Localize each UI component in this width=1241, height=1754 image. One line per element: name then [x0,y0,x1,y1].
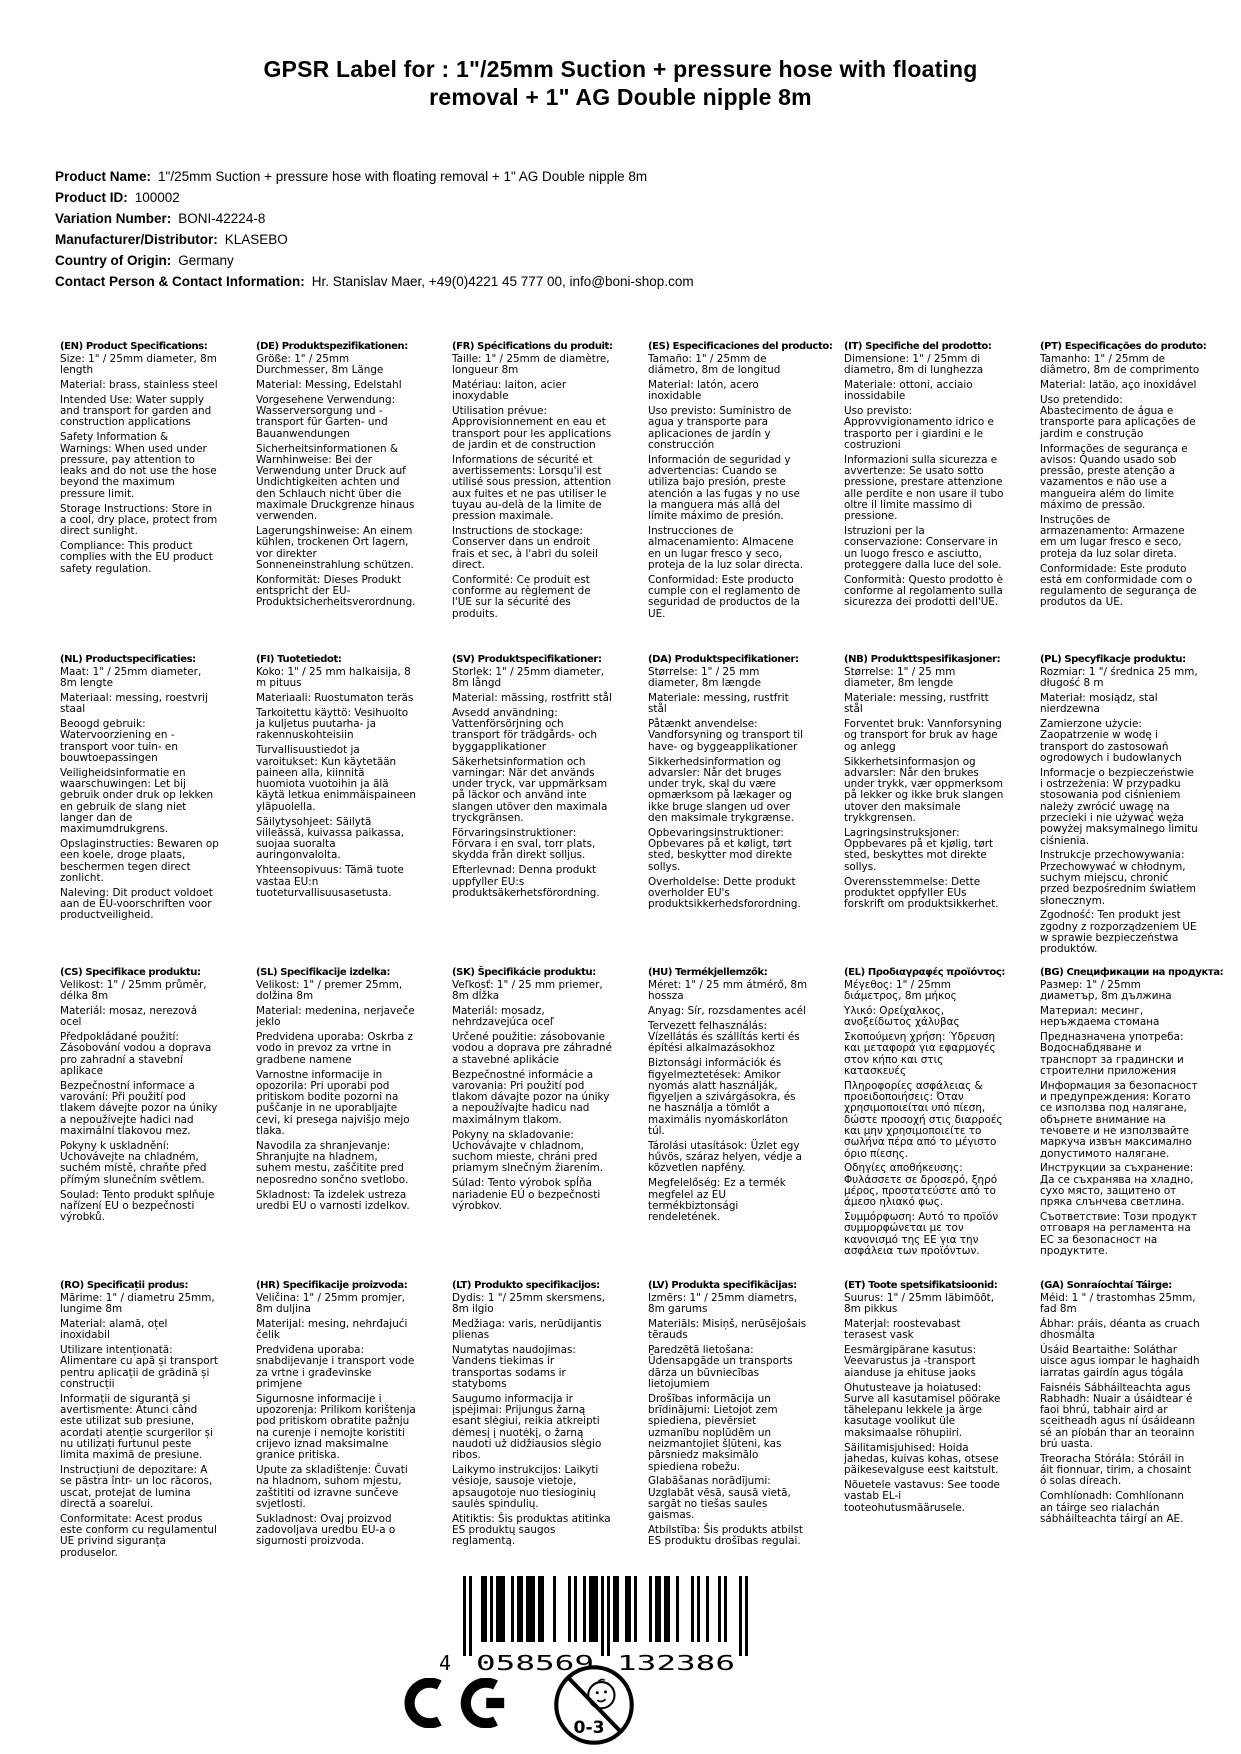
spec-paragraph: Pokyny k uskladnění: Uchovávejte na chladném, suchém místě, chraňte před přímým slunečním světlem. [60,1139,207,1186]
spec-paragraph: Taille: 1" / 25mm de diamètre, longueur 8m [452,353,610,377]
product-info-row [55,271,694,292]
spec-paragraph: Zamierzone użycie: Zaopatrzenie w wodę i transport do zastosowań ogrodowych i budowlanych [1040,718,1182,765]
spec-paragraph: Bezpečnostné informácie a varovania: Pri použití pod tlakom dávajte pozor na úniky a nepoužívajte hadicu nad maximálnym tlakom. [452,1068,610,1126]
spec-paragraph: Tárolási utasítások: Üzlet egy hűvös, száraz helyen, védje a közvetlen napfény. [648,1139,803,1175]
info-value: Germany [178,253,234,268]
spec-paragraph: Navodila za shranjevanje: Shranjujte na hladnem, suhem mestu, zaščitite pred neposredno sončno svetlobo. [256,1139,409,1186]
spec-paragraph: Materiál: mosaz, nerezová ocel [60,1005,198,1029]
product-info-row [55,166,694,187]
language-block-body [1040,1293,1200,1525]
spec-paragraph: Sukladnost: Ovaj proizvod zadovoljava uredbu EU-a o sigurnosti proizvoda. [256,1512,396,1548]
spec-paragraph: Συμμόρφωση: Αυτό το προϊόν συμμορφώνεται με τον κανονισμό της ΕΕ για την ασφάλεια των προϊόντων. [844,1211,999,1258]
spec-paragraph: Súlad: Tento výrobok spĺňa nariadenie EÚ o bezpečnosti výrobkov. [452,1177,601,1212]
spec-paragraph: Numatytas naudojimas: Vandens tiekimas ir transportas sodams ir statyboms [452,1344,576,1391]
spec-paragraph: Atitiktis: Šis produktas atitinka ES produktų saugos reglamentą. [452,1512,611,1548]
language-block-heading: (EN) Product Specifications: [60,341,208,352]
spec-paragraph: Dimensione: 1" / 25mm di diametro, 8m di lunghezza [844,353,984,377]
spec-paragraph: Materijal: mesing, nehrđajući čelik [256,1318,408,1342]
language-block [648,341,833,654]
spec-paragraph: Intended Use: Water supply and transport for garden and construction applications [60,393,212,429]
spec-paragraph: Sikkerhedsinformation og advarsler: Når det bruges under tryk, skal du være opmærksom på lækager og ikke bruge slangen ud over den maksimale trykgrænse. [648,755,795,825]
language-block-body [60,354,220,575]
language-block-heading: (LV) Produkta specifikācijas: [648,1280,797,1291]
spec-paragraph: Tarkoitettu käyttö: Vesihuolto ja kuljetus puutarha- ja rakennuskohteisiin [256,706,409,742]
spec-paragraph: Overholdelse: Dette produkt overholder EU's produktsikkerhedsforordning. [648,875,801,911]
info-value: Hr. Stanislav Maer, +49(0)4221 45 777 00, info@boni-shop.com [311,274,694,289]
language-block-body [452,667,612,899]
product-info-row [55,187,694,208]
language-block-heading: (ET) Toote spetsifikatsioonid: [844,1280,998,1291]
spec-paragraph: Materiał: mosiądz, stal nierdzewna [1040,692,1158,716]
language-block-heading: (BG) Спецификации на продукта: [1040,967,1224,978]
language-block [844,654,1004,967]
barcode-first-digit: 4 [439,1651,452,1674]
page-title: GPSR Label for : 1"/25mm Suction + pressure hose with floating removal + 1" AG Double nipple 8m [263,56,978,110]
spec-paragraph: Velikost: 1" / premer 25mm, dolžina 8m [256,979,403,1003]
language-block-body [1040,667,1200,956]
product-info-row [55,208,694,229]
product-info-row [55,250,694,271]
language-block-heading: (ES) Especificaciones del producto: [648,341,833,352]
spec-paragraph: Tamaño: 1" / 25mm de diámetro, 8m de longitud [648,353,781,377]
language-block [1040,967,1224,1280]
spec-paragraph: Conformidad: Este producto cumple con el reglamento de seguridad de productos de la UE. [648,573,801,620]
language-block [844,341,1004,654]
spec-paragraph: Konformität: Dieses Produkt entspricht der EU-Produktsicherheitsverordnung. [256,573,416,609]
spec-paragraph: Material: alamă, oțel inoxidabil [60,1318,168,1342]
spec-paragraph: Tervezett felhasználás: Vízellátás és szállítás kerti és építési alkalmazásokhoz [648,1019,800,1055]
ean13-barcode [437,1572,757,1674]
language-block-body [60,667,220,922]
spec-paragraph: Размер: 1" / 25mm диаметър, 8m дължина [1040,979,1172,1003]
spec-paragraph: Materiaal: messing, roestvrij staal [60,692,208,716]
language-block-heading: (GA) Sonraíochtaí Táirge: [1040,1280,1172,1291]
spec-paragraph: Påtænkt anvendelse: Vandforsyning og transport til have- og byggeapplikationer [648,718,804,753]
spec-paragraph: Förvaringsinstruktioner: Förvara i en sval, torr plats, skydda från direkt solljus. [452,826,596,862]
language-block [256,341,416,654]
language-block-heading: (HU) Termékjellemzők: [648,967,768,978]
spec-paragraph: Materiál: mosadz, nehrdzavejúca oceľ [452,1005,554,1029]
spec-paragraph: Conformité: Ce produit est conforme au règlement de l'UE sur la sécurité des produits. [452,573,591,620]
spec-paragraph: Upute za skladištenje: Čuvati na hladnom, suhom mjestu, zaštititi od izravne sunčeve svjetlosti. [256,1464,408,1511]
language-block [256,654,416,967]
language-block-heading: (SL) Specifikacije izdelka: [256,967,391,978]
language-block-heading: (PL) Specyfikacje produktu: [1040,654,1186,665]
spec-paragraph: Conformidade: Este produto está em conformidade com o regulamento de segurança de produtos da UE. [1040,562,1197,609]
spec-paragraph: Veiligheidsinformatie en waarschuwingen: Let bij gebruik onder druk op lekken en gebruik de slang niet langer dan de maximumdrukgrens. [60,766,214,836]
product-info [55,166,694,292]
spec-paragraph: Úsáid Beartaithe: Soláthar uisce agus iompar le haghaidh iarratas gairdín agus tógála [1040,1344,1200,1379]
spec-paragraph: Safety Information & Warnings: When used under pressure, pay attention to leaks and do not use the hose beyond the maximum pressure limit. [60,431,217,500]
spec-paragraph: Předpokládané použití: Zásobování vodou a doprava pro zahradní a stavební aplikace [60,1031,212,1078]
spec-paragraph: Instrukcje przechowywania: Przechowywać w chłodnym, suchym miejscu, chronić przed bezpośrednim światłem słonecznym. [1040,849,1197,907]
barcode [437,1572,757,1678]
language-block-body [256,667,416,899]
language-block-heading: (DA) Produktspecifikationer: [648,654,799,665]
spec-paragraph: Πληροφορίες ασφάλειας & προειδοποιήσεις: Όταν χρησιμοποιείται υπό πίεση, δώστε προσοχή στις διαρροές και μην χρησιμοποιείτε το σωλήνα πέρα από το μέγιστο όριο πίεσης. [844,1079,1003,1160]
spec-paragraph: Size: 1" / 25mm diameter, 8m length [60,353,217,377]
language-block-heading: (RO) Specificații produs: [60,1280,189,1291]
spec-paragraph: Comhlíonadh: Comhlíonann an táirge seo rialachán sábháilteachta táirgí an AE. [1040,1490,1184,1525]
spec-paragraph: Materiale: ottoni, acciaio inossidabile [844,379,973,403]
spec-paragraph: Velikost: 1" / 25mm průměr, délka 8m [60,979,207,1003]
info-label: Manufacturer/Distributor: [55,232,218,247]
spec-paragraph: Skladnost: Ta izdelek ustreza uredbi EU o varnosti izdelkov. [256,1188,410,1212]
spec-paragraph: Zgodność: Ten produkt jest zgodny z rozporządzeniem UE w sprawie bezpieczeństwa produktów. [1040,909,1197,956]
spec-paragraph: Maat: 1" / 25mm diameter, 8m lengte [60,666,202,690]
language-block-body [648,667,808,910]
spec-paragraph: Istruzioni per la conservazione: Conservare in un luogo fresco e asciutto, proteggere dalla luce del sole. [844,525,1002,572]
spec-paragraph: Μέγεθος: 1" / 25mm διάμετρος, 8m μήκος [844,979,957,1003]
spec-paragraph: Informacje o bezpieczeństwie i ostrzeżenia: W przypadku stosowania pod ciśnieniem należy zwrócić uwagę na przecieki i nie używać węża powyżej maksymalnego limitu ciśnienia. [1040,766,1198,847]
spec-paragraph: Material: mässing, rostfritt stål [452,692,612,705]
spec-paragraph: Größe: 1" / 25mm Durchmesser, 8m Länge [256,353,384,377]
spec-paragraph: Materiale: messing, rustfritt stål [844,692,989,716]
spec-paragraph: Uso previsto: Suministro de agua y transporte para aplicaciones de jardín y construcción [648,405,792,452]
spec-paragraph: Instruções de armazenamento: Armazene em um lugar fresco e seco, proteja da luz solar direta. [1040,513,1185,560]
spec-paragraph: Treoracha Stórála: Stóráil in áit fionnuar, tirim, a chosaint ó solas díreach. [1040,1452,1192,1488]
spec-paragraph: Beoogd gebruik: Watervoorziening en -transport voor tuin- en bouwtoepassingen [60,718,178,765]
spec-paragraph: Lagringsinstruksjoner: Oppbevares på et kjølig, tørt sted, beskyttes mot direkte sollys. [844,826,994,873]
spec-paragraph: Material: latón, acero inoxidable [648,379,759,403]
spec-paragraph: Forventet bruk: Vannforsyning og transport for bruk av hage og anlegg [844,718,1002,753]
spec-paragraph: Materiale: messing, rustfrit stål [648,692,789,716]
spec-paragraph: Eesmärgipärane kasutus: Veevarustus ja -transport aianduse ja ehituse jaoks [844,1344,977,1379]
language-block-heading: (DE) Produktspezifikationen: [256,341,408,352]
spec-paragraph: Utilizare intenționată: Alimentare cu apă și transport pentru aplicații de grădină și construcții [60,1344,219,1391]
language-block-body [648,1293,808,1548]
spec-paragraph: Conformitate: Acest produs este conform cu regulamentul UE privind siguranța produselor. [60,1512,217,1559]
language-block [452,967,612,1280]
spec-paragraph: Størrelse: 1" / 25 mm diameter, 8m lengde [844,666,956,690]
spec-paragraph: Materiaali: Ruostumaton teräs [256,692,414,705]
language-block-body [256,354,416,609]
spec-paragraph: Materjal: roostevabast terasest vask [844,1318,961,1342]
language-block [452,1280,612,1593]
language-block-body [844,980,1004,1257]
spec-paragraph: Turvallisuustiedot ja varoitukset: Kun käytetään paineen alla, kiinnitä huomiota vuotoihin ja älä käytä letkua enimmäispaineen yläpuolella. [256,744,416,813]
info-value: 100002 [134,190,180,205]
language-block-heading: (FI) Tuotetiedot: [256,654,342,665]
spec-paragraph: Storlek: 1" / 25mm diameter, 8m långd [452,666,605,690]
spec-paragraph: Υλικό: Ορείχαλκος, ανοξείδωτος χάλυβας [844,1005,960,1029]
spec-paragraph: Predviđena uporaba: snabdijevanje i transport vode za vrtne i građevinske primjene [256,1344,415,1391]
info-label: Product Name: [55,169,152,184]
language-block-body [648,354,808,620]
language-block-heading: (EL) Προδιαγραφές προϊόντος: [844,967,1005,978]
barcode-right-digits: 132386 [617,1651,735,1674]
info-label: Variation Number: [55,211,172,226]
info-label: Country of Origin: [55,253,172,268]
spec-paragraph: Opslaginstructies: Bewaren op een koele, droge plaats, beschermen tegen direct zonlicht. [60,838,219,885]
spec-paragraph: Méid: 1 " / trastomhas 25mm, fad 8m [1040,1292,1196,1316]
spec-paragraph: Varnostne informacije in opozorila: Pri uporabi pod pritiskom bodite pozorni na puščanje in ne uporabljajte cevi, ki presega najvišjo mejo tlaka. [256,1068,410,1138]
spec-paragraph: Съответствие: Този продукт отговаря на регламента на ЕС за безопасност на продуктите. [1040,1211,1198,1258]
spec-paragraph: Οδηγίες αποθήκευσης: Φυλάσσετε σε δροσερό, ξηρό μέρος, προστατεύστε από το άμεσο ηλιακό φως. [844,1162,998,1209]
language-block-heading: (SV) Produktspecifikationer: [452,654,602,665]
language-block-body [844,667,1004,910]
language-grid [60,341,1224,1593]
language-block-heading: (CS) Specifikace produktu: [60,967,201,978]
spec-paragraph: Sigurnosne informacije i upozorenja: Prilikom korištenja pod pritiskom obratite pažnju na curenje i nemojte koristiti crijevo iznad maksimalne granice pritiska. [256,1392,416,1462]
language-block-body [60,1293,220,1559]
spec-paragraph: Инструкции за съхранение: Да се съхранява на хладно, сухо място, защитено от пряка слънчева светлина. [1040,1162,1194,1209]
language-block-heading: (HR) Specifikacije proizvoda: [256,1280,408,1291]
language-block [844,967,1004,1280]
spec-paragraph: Información de seguridad y advertencias: Cuando se utiliza bajo presión, preste atención a las fugas y no use la manguera más allá del límite máximo de presión. [648,453,800,523]
language-block [60,967,220,1280]
spec-paragraph: Medžiaga: varis, nerūdijantis plienas [452,1318,602,1342]
language-block-heading: (SK) Špecifikácie produktu: [452,967,596,978]
spec-paragraph: Storage Instructions: Store in a cool, dry place, protect from direct sunlight. [60,502,218,538]
spec-paragraph: Koko: 1" / 25 mm halkaisija, 8 m pituus [256,666,411,690]
spec-paragraph: Informații de siguranță și avertismente: Atunci când este utilizat sub presiune, acordați atenție scurgerilor și nu utilizați furtunul peste limita maximă de presiune. [60,1392,213,1462]
spec-paragraph: Mărime: 1" / diametru 25mm, lungime 8m [60,1292,215,1316]
spec-paragraph: Compliance: This product complies with the EU product safety regulation. [60,539,213,575]
language-block-heading: (FR) Spécifications du produit: [452,341,613,352]
spec-paragraph: Säilitamisjuhised: Hoida jahedas, kuivas kohas, otsese päikesevalguse eest kaitstult. [844,1441,999,1477]
language-block [648,654,808,967]
spec-paragraph: Veličina: 1" / 25mm promjer, 8m duljina [256,1292,406,1316]
spec-paragraph: Material: latão, aço inoxidável [1040,379,1197,392]
spec-paragraph: Informações de segurança e avisos: Quando usado sob pressão, preste atenção a vazamentos e não use a mangueira além do limite máximo de pressão. [1040,442,1188,512]
spec-paragraph: Uso previsto: Approvvigionamento idrico e trasporto per i giardini e le costruzioni [844,405,994,452]
language-block [256,1280,416,1593]
language-block-body [648,980,808,1223]
spec-paragraph: Uso pretendido: Abastecimento de água e transporte para aplicações de jardim e construção [1040,393,1196,440]
language-block-heading: (NL) Productspecificaties: [60,654,196,665]
spec-paragraph: Pokyny na skladovanie: Uchovávajte v chladnom, suchom mieste, chráni pred priamym slnečným žiarením. [452,1128,604,1175]
spec-paragraph: Tamanho: 1" / 25mm de diâmetro, 8m de comprimento [1040,353,1200,377]
language-block [452,654,612,967]
spec-paragraph: Efterlevnad: Denna produkt uppfyller EU:s produktsäkerhetsförordning. [452,864,600,899]
spec-paragraph: Lagerungshinweise: An einem kühlen, trockenen Ort lagern, vor direkter Sonneneinstrahlung schützen. [256,525,414,572]
language-block [60,341,220,654]
language-block-body [844,354,1004,609]
spec-paragraph: Материал: месинг, неръждаема стомана [1040,1005,1160,1029]
language-block-heading: (PT) Especificações do produto: [1040,341,1207,352]
spec-paragraph: Naleving: Dit product voldoet aan de EU-voorschriften voor productveiligheid. [60,886,213,922]
spec-paragraph: Säkerhetsinformation och varningar: När det används under tryck, var uppmärksam på läckor och använd inte slangen utöver den maximala tryckgränsen. [452,755,608,825]
spec-paragraph: Utilisation prévue: Approvisionnement en eau et transport pour les applications de jardin et de construction [452,405,612,452]
spec-paragraph: Drošības informācija un brīdinājumi: Lietojot zem spiediena, pievērsiet uzmanību noplūdēm un neizmantojiet šļūteni, kas pārsniedz maksimālo spiediena robežu. [648,1392,782,1473]
spec-paragraph: Méret: 1" / 25 mm átmérő, 8m hossza [648,979,808,1003]
spec-paragraph: Conformità: Questo prodotto è conforme al regolamento sulla sicurezza dei prodotti dell'UE. [844,573,1004,609]
age-warning-label: 0-3 [573,1717,605,1738]
spec-paragraph: Σκοπούμενη χρήση: Ύδρευση και μεταφορά για εφαρμογές στον κήπο και στις κατασκευές [844,1031,996,1078]
barcode-left-digits: 058569 [476,1651,594,1674]
spec-paragraph: Vorgesehene Verwendung: Wasserversorgung und -transport für Garten- und Bauanwendungen [256,393,396,440]
spec-paragraph: Laikymo instrukcijos: Laikyti vėsioje, sausoje vietoje, apsaugotoje nuo tiesioginių saulės spindulių. [452,1464,599,1511]
language-block [844,1280,1004,1593]
spec-paragraph: Faisnéis Sábháilteachta agus Rabhadh: Nuair a úsáidtear é faoi bhrú, tabhair aird ar sceitheadh agus ní úsáideann sé an píobán thar an teorainn brú uasta. [1040,1381,1196,1451]
product-info-row [55,229,694,250]
spec-paragraph: Určené použitie: zásobovanie vodou a doprava pre záhradné a stavebné aplikácie [452,1031,612,1066]
spec-paragraph: Instrucțiuni de depozitare: A se păstra într- un loc răcoros, uscat, protejat de lumina directă a soarelui. [60,1464,213,1511]
spec-paragraph: Yhteensopivuus: Tämä tuote vastaa EU:n tuoteturvallisuusasetusta. [256,864,404,899]
spec-paragraph: Suurus: 1" / 25mm läbimõõt, 8m pikkus [844,1292,995,1316]
spec-paragraph: Opbevaringsinstruktioner: Opbevares på et køligt, tørt sted, beskytter mod direkte sollys. [648,826,793,873]
info-value: 1"/25mm Suction + pressure hose with floating removal + 1" AG Double nipple 8m [158,169,648,184]
info-label: Product ID: [55,190,128,205]
language-block-body [60,980,220,1223]
spec-paragraph: Veľkosť: 1" / 25 mm priemer, 8m dĺžka [452,979,603,1003]
language-block-body [452,1293,612,1548]
spec-paragraph: Informazioni sulla sicurezza e avvertenze: Se usato sotto pressione, prestare attenzione alle perdite e non usare il tubo oltre il limite massimo di pressione. [844,453,1004,523]
ean13-bars [463,1576,748,1656]
spec-paragraph: Sicherheitsinformationen & Warnhinweise: Bei der Verwendung unter Druck auf Undichtigkeiten achten und den Schlauch nicht über die maximale Druckgrenze hinaus verwenden. [256,442,415,523]
spec-paragraph: Предназначена употреба: Водоснабдяване и транспорт за градински и строителни приложения [1040,1031,1184,1078]
spec-paragraph: Anyag: Sír, rozsdamentes acél [648,1005,806,1018]
language-block [256,967,416,1280]
spec-paragraph: Paredzētā lietošana: Ūdensapgāde un transports dārza un būvniecības lietojumiem [648,1344,793,1391]
spec-paragraph: Material: medenina, nerjaveče jeklo [256,1005,415,1029]
spec-paragraph: Atbilstība: Šis produkts atbilst ES produktu drošības regulai. [648,1524,803,1548]
spec-paragraph: Saugumo informacija ir įspėjimai: Prijungus žarną esant slėgiui, reikia atkreipti dėmesį į nuotėkį, o žarną naudoti už didžiausios slėgio ribos. [452,1392,602,1462]
spec-paragraph: Materiāls: Misiņš, nerūsējošais tērauds [648,1318,807,1342]
spec-paragraph: Matériau: laiton, acier inoxydable [452,379,567,403]
language-block-body [452,980,612,1212]
ce-mark-icon [403,1678,521,1728]
language-block [648,1280,808,1593]
spec-paragraph: Glabāšanas norādījumi: Uzglabāt vēsā, sausā vietā, sargāt no tiešas saules gaismas. [648,1475,791,1522]
spec-paragraph: Material: Messing, Edelstahl [256,379,402,392]
language-block [648,967,808,1280]
language-block [60,654,220,967]
spec-paragraph: Instructions de stockage: Conserver dans un endroit frais et sec, à l'abri du soleil direct. [452,525,598,572]
info-value: BONI-42224-8 [178,211,266,226]
age-warning-icon [553,1664,635,1746]
info-value: KLASEBO [224,232,288,247]
info-label: Contact Person & Contact Information: [55,274,305,289]
spec-paragraph: Predvidena uporaba: Oskrba z vodo in prevoz za vrtne in gradbene namene [256,1031,413,1066]
spec-paragraph: Megfelelőség: Ez a termék megfelel az EU termékbiztonsági rendeletének. [648,1177,786,1224]
spec-paragraph: Izmērs: 1" / 25mm diametrs, 8m garums [648,1292,798,1316]
spec-paragraph: Nõuetele vastavus: See toode vastab EL-i tooteohutusmäärusele. [844,1478,1000,1514]
language-block-heading: (LT) Produkto specifikacijos: [452,1280,600,1291]
language-block [1040,654,1200,967]
language-block [1040,1280,1200,1593]
spec-paragraph: Säilytysohjeet: Säilytä viileässä, kuivassa paikassa, suojaa suoralta auringonvalolta. [256,815,405,862]
language-block-heading: (IT) Specifiche del prodotto: [844,341,992,352]
language-block [1040,341,1207,654]
language-block-body [256,980,416,1212]
language-block-heading: (NB) Produkttspesifikasjoner: [844,654,1001,665]
spec-paragraph: Dydis: 1 "/ 25mm skersmens, 8m ilgio [452,1292,606,1316]
spec-paragraph: Sikkerhetsinformasjon og advarsler: Når den brukes under trykk, vær oppmerksom på lekker og ikke bruk slangen utover den maksimale trykkgrensen. [844,755,1004,825]
language-block-body [1040,354,1200,609]
language-block-body [452,354,612,620]
spec-paragraph: Biztonsági információk és figyelmeztetések: Amikor nyomás alatt használják, figyeljen a szivárgásokra, és ne használja a tömlőt a maximális nyomáskorláton túl. [648,1057,796,1138]
spec-paragraph: Bezpečnostní informace a varování: Při použití pod tlakem dávejte pozor na úniky a nepoužívejte hadici nad maximální tlakovou mez. [60,1079,218,1138]
spec-paragraph: Avsedd användning: Vattenförsörjning och transport för trädgårds- och byggapplikationer [452,706,597,753]
spec-paragraph: Информация за безопасност и предупреждения: Когато се използва под налягане, обърнете внимание на течовете и не използвайте маркуча извън максимално допустимото налягане. [1040,1079,1198,1160]
spec-paragraph: Rozmiar: 1 "/ średnica 25 mm, długość 8 m [1040,666,1198,690]
spec-paragraph: Ohutusteave ja hoiatused: Surve all kasutamisel pöörake tähelepanu lekkele ja ärge kasutage voolikut üle maksimaalse rõhupiiri. [844,1381,1001,1439]
spec-paragraph: Material: brass, stainless steel [60,379,218,392]
spec-paragraph: Instrucciones de almacenamiento: Almacene en un lugar fresco y seco, proteja de la luz solar directa. [648,525,804,572]
spec-paragraph: Informations de sécurité et avertissements: Lorsqu'il est utilisé sous pression, attention aux fuites et ne pas utiliser le tuyau au-delà de la limite de pression maximale. [452,453,612,523]
language-block [60,1280,220,1593]
language-block-body [1040,980,1200,1257]
language-block [452,341,612,654]
spec-paragraph: Soulad: Tento produkt splňuje nařízení EU o bezpečnosti výrobků. [60,1188,215,1224]
language-block-body [256,1293,416,1548]
compliance-marks [403,1664,635,1746]
spec-paragraph: Overensstemmelse: Dette produktet oppfyller EUs forskrift om produktsikkerhet. [844,875,999,911]
spec-paragraph: Størrelse: 1" / 25 mm diameter, 8m længde [648,666,762,690]
language-block-body [844,1293,1004,1514]
spec-paragraph: Ábhar: práis, déanta as cruach dhosmálta [1040,1318,1200,1342]
